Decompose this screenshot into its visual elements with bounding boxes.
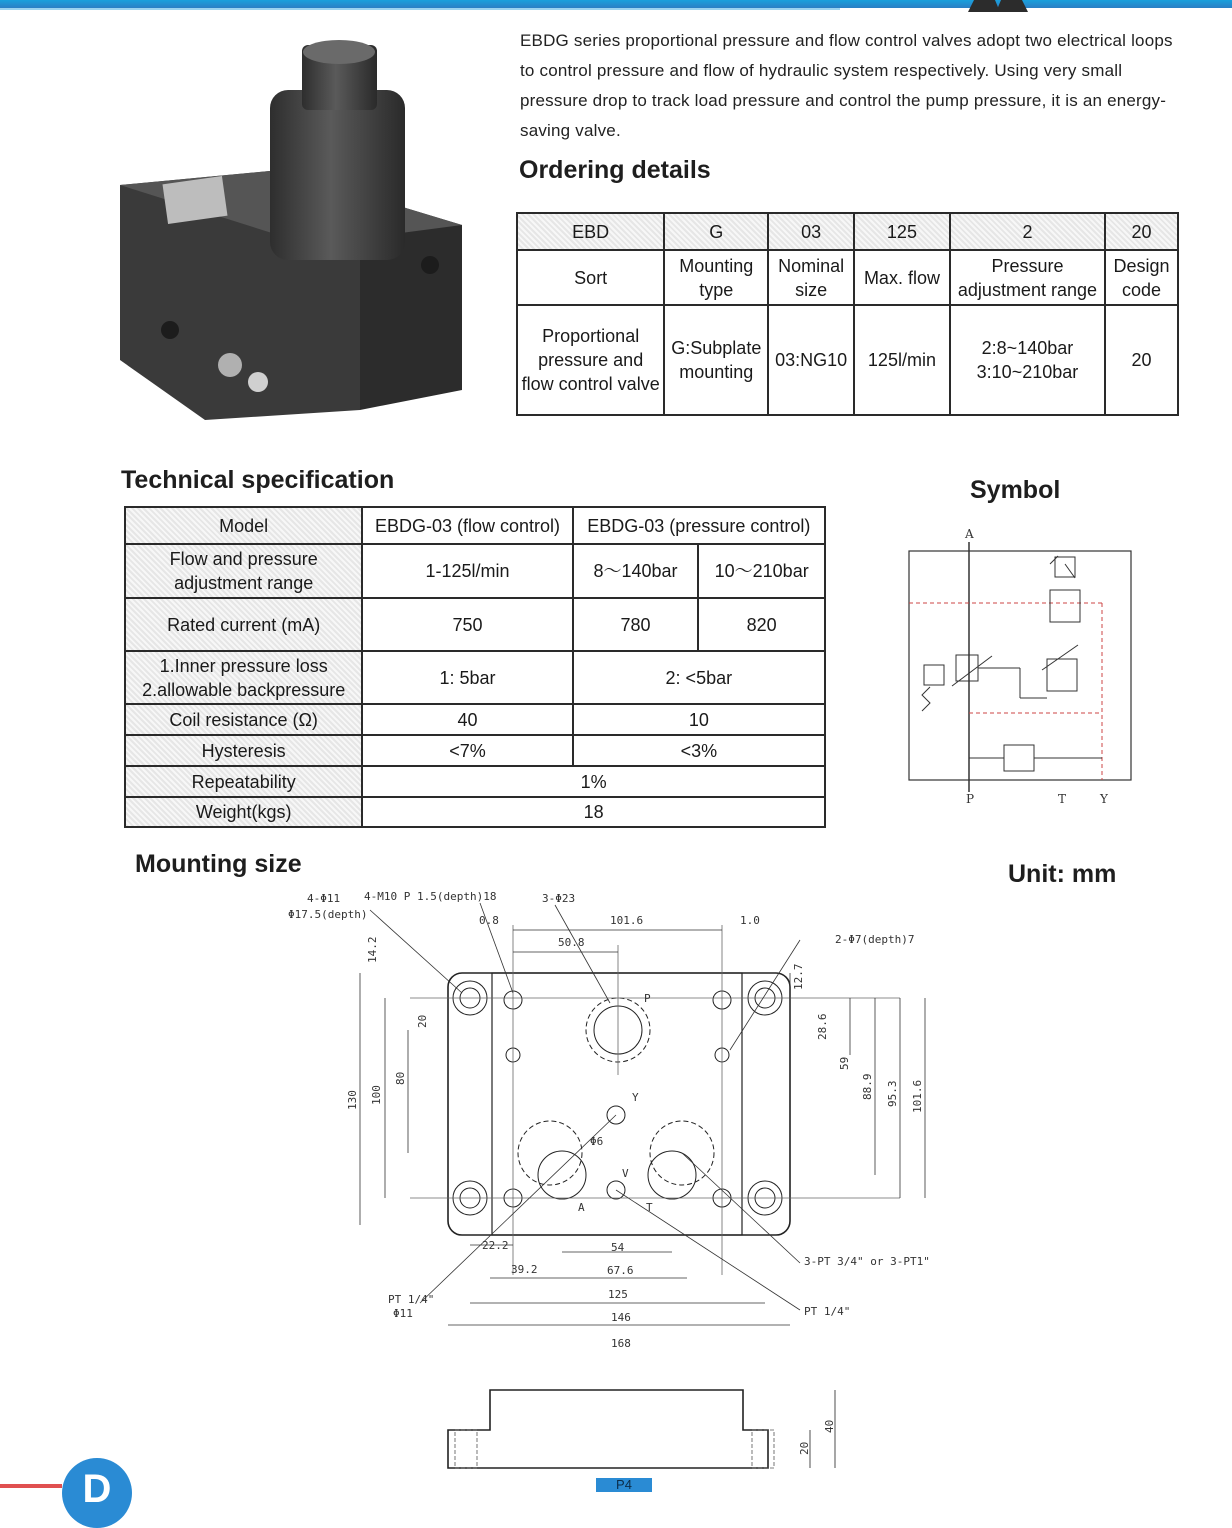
symbol-valve xyxy=(1050,590,1080,622)
dim-label: 12.7 xyxy=(792,963,805,990)
ordering-value-row xyxy=(517,305,1178,415)
value-cell: 20 xyxy=(1105,305,1178,415)
lock-nut xyxy=(248,372,268,392)
tech-header-model: Model xyxy=(125,507,362,544)
tech-row-label: Rated current (mA) xyxy=(125,598,362,651)
dim-label: 4-M10 P 1.5(depth)18 xyxy=(364,890,497,903)
dim-label: 28.6 xyxy=(816,1013,829,1040)
ordering-code-row xyxy=(517,213,1178,250)
adjust-screw xyxy=(218,353,242,377)
tech-cell: 10～210bar xyxy=(698,544,825,598)
tech-cell: <3% xyxy=(573,735,825,766)
value-cell: Proportional pressure and flow control valve xyxy=(517,305,664,415)
dim-label: Φ11 xyxy=(393,1307,413,1320)
tech-cell: 40 xyxy=(362,704,572,735)
dim-label: 59 xyxy=(838,1056,851,1070)
value-cell: 125l/min xyxy=(854,305,950,415)
dim-label: 67.6 xyxy=(607,1264,634,1277)
tech-row-label: 1.Inner pressure loss 2.allowable backpressure xyxy=(125,651,362,704)
dim-label: 101.6 xyxy=(911,1079,924,1113)
dim-label: 4-Φ11 xyxy=(307,892,341,905)
side-view-holes xyxy=(455,1430,774,1468)
code-cell: 125 xyxy=(854,213,950,250)
port-a-inner xyxy=(538,1151,586,1199)
dim-label: 130 xyxy=(346,1090,359,1110)
value-cell: G:Subplate mounting xyxy=(664,305,768,415)
symbol-spring-icon xyxy=(922,687,930,711)
tech-row xyxy=(125,766,825,797)
dim-label: PT 1/4" xyxy=(388,1293,435,1306)
tech-header-row xyxy=(125,507,825,544)
hydraulic-symbol xyxy=(900,520,1140,815)
port-t-inner xyxy=(648,1151,696,1199)
center-lines xyxy=(410,925,900,1275)
dim-label: 14.2 xyxy=(366,936,379,963)
value-cell: 2:8~140bar 3:10~210bar xyxy=(950,305,1105,415)
code-cell: EBD xyxy=(517,213,664,250)
tech-cell: 10 xyxy=(573,704,825,735)
mounting-hole xyxy=(161,321,179,339)
tech-row xyxy=(125,598,825,651)
label-cell: Sort xyxy=(517,250,664,305)
mounting-plate xyxy=(448,973,790,1235)
tech-row-label: Repeatability xyxy=(125,766,362,797)
mounting-hole xyxy=(421,256,439,274)
dim-label: Φ17.5(depth) xyxy=(288,908,368,921)
tech-cell: 1-125l/min xyxy=(362,544,572,598)
symbol-title: Symbol xyxy=(970,476,1061,504)
mounting-title: Mounting size xyxy=(135,850,302,878)
valve-footprint xyxy=(492,973,742,1235)
tech-cell: 780 xyxy=(573,598,699,651)
solenoid-cap-top xyxy=(303,40,375,64)
dim-label: 168 xyxy=(611,1337,631,1350)
tech-cell: 1% xyxy=(362,766,825,797)
tech-row-label: Flow and pressure adjustment range xyxy=(125,544,362,598)
port-label-y: Y xyxy=(632,1091,639,1104)
ordering-label-row xyxy=(517,250,1178,305)
label-cell: Nominal size xyxy=(768,250,854,305)
dim-label: 3-PT 3/4" or 3-PT1" xyxy=(804,1255,930,1268)
port-label-v: V xyxy=(622,1167,629,1180)
port-label-p: P xyxy=(644,992,651,1005)
tech-cell: 8～140bar xyxy=(573,544,699,598)
symbol-port-y: Y xyxy=(1100,792,1108,806)
label-cell: Max. flow xyxy=(854,250,950,305)
tech-title: Technical specification xyxy=(121,466,395,494)
symbol-port-t: T xyxy=(1058,792,1067,806)
corner-holes xyxy=(453,981,782,1215)
tech-cell: <7% xyxy=(362,735,572,766)
symbol-compensator xyxy=(1004,745,1034,771)
tech-header-flow: EBDG-03 (flow control) xyxy=(362,507,572,544)
symbol-port-p: P xyxy=(966,792,975,806)
tech-cell: 750 xyxy=(362,598,572,651)
port-label-a: A xyxy=(578,1201,585,1214)
dim-label: 2-Φ7(depth)7 xyxy=(835,933,915,946)
dim-label: 0.8 xyxy=(479,914,499,927)
ordering-title: Ordering details xyxy=(519,156,711,184)
tech-row xyxy=(125,735,825,766)
value-cell: 03:NG10 xyxy=(768,305,854,415)
code-cell: 20 xyxy=(1105,213,1178,250)
tech-row xyxy=(125,704,825,735)
tech-cell: 1: 5bar xyxy=(362,651,572,704)
symbol-solenoid xyxy=(924,665,944,685)
tech-cell: 820 xyxy=(698,598,825,651)
dim-label: 88.9 xyxy=(861,1073,874,1100)
side-view-outline xyxy=(448,1390,768,1468)
ordering-table xyxy=(516,212,1179,416)
dim-label: 1.0 xyxy=(740,914,760,927)
symbol-adjust-arrow-icon xyxy=(1042,645,1078,670)
dim-label: PT 1/4" xyxy=(804,1305,851,1318)
dim-label: 39.2 xyxy=(511,1263,538,1276)
leader-lines xyxy=(370,903,800,1310)
connector-plug xyxy=(163,176,228,224)
tech-row xyxy=(125,797,825,827)
dim-label: 54 xyxy=(611,1241,625,1254)
page-number: P4 xyxy=(596,1478,652,1492)
tech-spec-table xyxy=(124,506,826,828)
symbol-port-a: A xyxy=(965,527,974,541)
dim-label: 22.2 xyxy=(482,1239,509,1252)
label-cell: Design code xyxy=(1105,250,1178,305)
dim-label: Φ6 xyxy=(590,1135,604,1148)
tech-cell: 2: <5bar xyxy=(573,651,825,704)
tech-row-label: Hysteresis xyxy=(125,735,362,766)
code-cell: 2 xyxy=(950,213,1105,250)
footer-accent-bar xyxy=(0,1484,62,1488)
dim-label: 100 xyxy=(370,1085,383,1105)
tech-cell: 18 xyxy=(362,797,825,827)
label-cell: Pressure adjustment range xyxy=(950,250,1105,305)
intro-paragraph: EBDG series proportional pressure and flow control valves adopt two electrical loops to control pressure and flow of hydraulic system respectively. Using very small pressure drop to track load pressure and control the pump pressure, it is an energy-saving valve. xyxy=(520,31,1173,140)
code-cell: 03 xyxy=(768,213,854,250)
tech-row-label: Coil resistance (Ω) xyxy=(125,704,362,735)
dim-label: 20 xyxy=(798,1441,811,1455)
port-label-t: T xyxy=(646,1201,653,1214)
tech-row xyxy=(125,544,825,598)
top-blue-band xyxy=(0,0,1232,8)
top-highlight-line xyxy=(0,8,840,10)
tech-row-label: Weight(kgs) xyxy=(125,797,362,827)
unit-label: Unit: mm xyxy=(1008,860,1117,888)
dim-label: 50.8 xyxy=(558,936,585,949)
symbol-throttle xyxy=(956,655,978,681)
tech-header-pressure: EBDG-03 (pressure control) xyxy=(573,507,825,544)
section-badge: D xyxy=(62,1458,132,1528)
dim-label: 3-Φ23 xyxy=(542,892,576,905)
dim-label: 95.3 xyxy=(886,1080,899,1107)
valve-product-photo xyxy=(110,30,480,430)
label-cell: Mounting type xyxy=(664,250,768,305)
dim-label: 146 xyxy=(611,1311,631,1324)
mounting-drawing xyxy=(280,885,980,1475)
code-cell: G xyxy=(664,213,768,250)
top-banner xyxy=(0,0,1232,14)
dim-label: 101.6 xyxy=(610,914,644,927)
symbol-spring-icon xyxy=(1050,556,1075,578)
tech-row xyxy=(125,651,825,704)
dim-label: 125 xyxy=(608,1288,628,1301)
dim-label: 40 xyxy=(823,1419,836,1433)
solenoid-housing xyxy=(270,90,405,260)
dim-label: 80 xyxy=(394,1071,407,1085)
dim-label: 20 xyxy=(416,1014,429,1028)
